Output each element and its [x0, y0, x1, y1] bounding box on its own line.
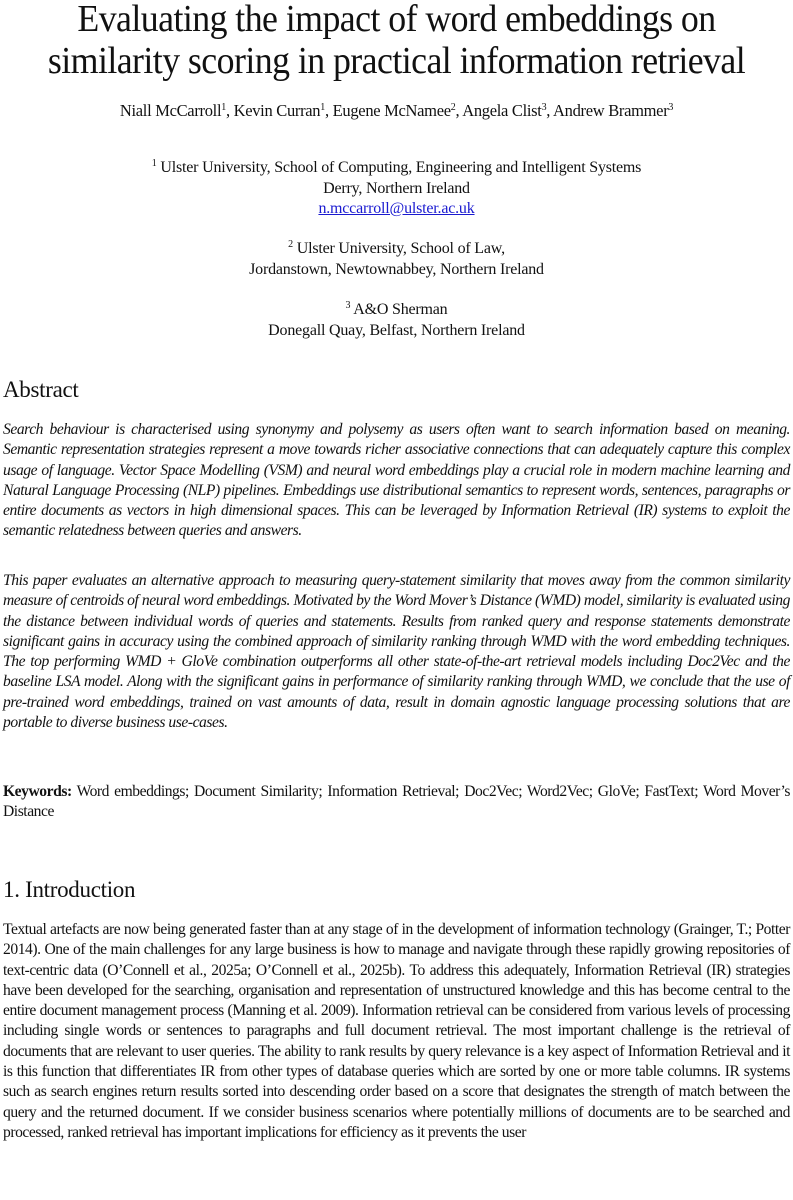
keywords: Keywords: Word embeddings; Document Similarity; Information Retrieval; Doc2Vec; Word2Vec; GloVe; FastText; Word Mover’s Distance	[3, 783, 790, 821]
author: Niall McCarroll$^1$	[119, 101, 226, 120]
author: Andrew Brammer$^3$	[553, 101, 674, 120]
abstract-heading: Abstract	[3, 377, 79, 402]
abstract-paragraph-1: Search behaviour is characterised using synonymy and polysemy as users often want to search information based on meaning. Semantic representation strategies represent a move towards richer associative connections that can adequately capture this complex usage of language. Vector Space Modelling (VSM) and neural word embeddings play a crucial role in modern machine learning and Natural Language Processing (NLP) pipelines. Embeddings use distributional semantics to represent words, sentences, paragraphs or entire documents as vectors in high dimensional spaces. This can be leveraged by Information Retrieval (IR) systems to exploit the semantic relatedness between queries and answers.	[3, 421, 790, 540]
author: Eugene McNamee$^2$	[332, 101, 456, 120]
author-list: Niall McCarroll$^1$, Kevin Curran$^1$, Eugene McNamee$^2$, Angela Clist$^3$, Andrew Brammer$^3$	[119, 101, 674, 120]
email-link[interactable]: n.mccarroll@ulster.ac.uk	[318, 200, 475, 217]
affiliation-3: $^3$ A&O Sherman Donegall Quay, Belfast, Northern Ireland	[268, 300, 525, 339]
author: Angela Clist$^3$	[462, 101, 547, 120]
introduction-paragraph: Textual artefacts are now being generated faster than at any stage of in the development of information technology (Grainger, T.; Potter 2014). One of the main challenges for any large business is how to manage and navigate through these rapidly growing repositories of text-centric data (O’Connell et al., 2025a; O’Connell et al., 2025b). To address this adequately, Information Retrieval (IR) strategies have been developed for the searching, organisation and representation of unstructured knowledge and this has become central to the entire document management process (Manning et al. 2009). Information retrieval can be considered from various levels of processing including single words or sentences to paragraphs and full document retrieval. The most important challenge is the retrieval of documents that are relevant to user queries. The ability to rank results by query relevance is a key aspect of Information Retrieval and it is this function that differentiates IR from other types of database queries which are sorted by one or more table columns. IR systems such as search engines return results sorted into descending order based on a score that designates the strength of match between the query and the returned document. If we consider business scenarios where potentially millions of documents are to be searched and processed, ranked retrieval has important implications for efficiency as it prevents the user	[3, 921, 790, 1141]
author: Kevin Curran$^1$	[233, 101, 325, 120]
affiliation-2: $^2$ Ulster University, School of Law, Jordanstown, Newtownabbey, Northern Ireland	[249, 239, 544, 278]
introduction-heading: 1. Introduction	[3, 877, 136, 902]
affiliation-1: $^1$ Ulster University, School of Computing, Engineering and Intelligent Systems Derry, Northern Ireland n.mccarroll@ulster.ac.uk	[151, 158, 642, 217]
paper-title: Evaluating the impact of word embeddings on similarity scoring in practical information retrieval	[47, 0, 746, 82]
abstract-paragraph-2: This paper evaluates an alternative approach to measuring query-statement similarity that moves away from the common similarity measure of centroids of neural word embeddings. Motivated by the Word Mover’s Distance (WMD) model, similarity is evaluated using the distance between individual words of queries and statements. Results from ranked query and response statements demonstrate significant gains in accuracy using the combined approach of similarity ranking through WMD with the word embedding techniques. The top performing WMD + GloVe combination outperforms all other state-of-the-art retrieval models including Doc2Vec and the baseline LSA model. Along with the significant gains in performance of similarity ranking through WMD, we conclude that the use of pre-trained word embeddings, trained on vast amounts of data, result in domain agnostic language processing solutions that are portable to diverse business use-cases.	[3, 572, 790, 732]
